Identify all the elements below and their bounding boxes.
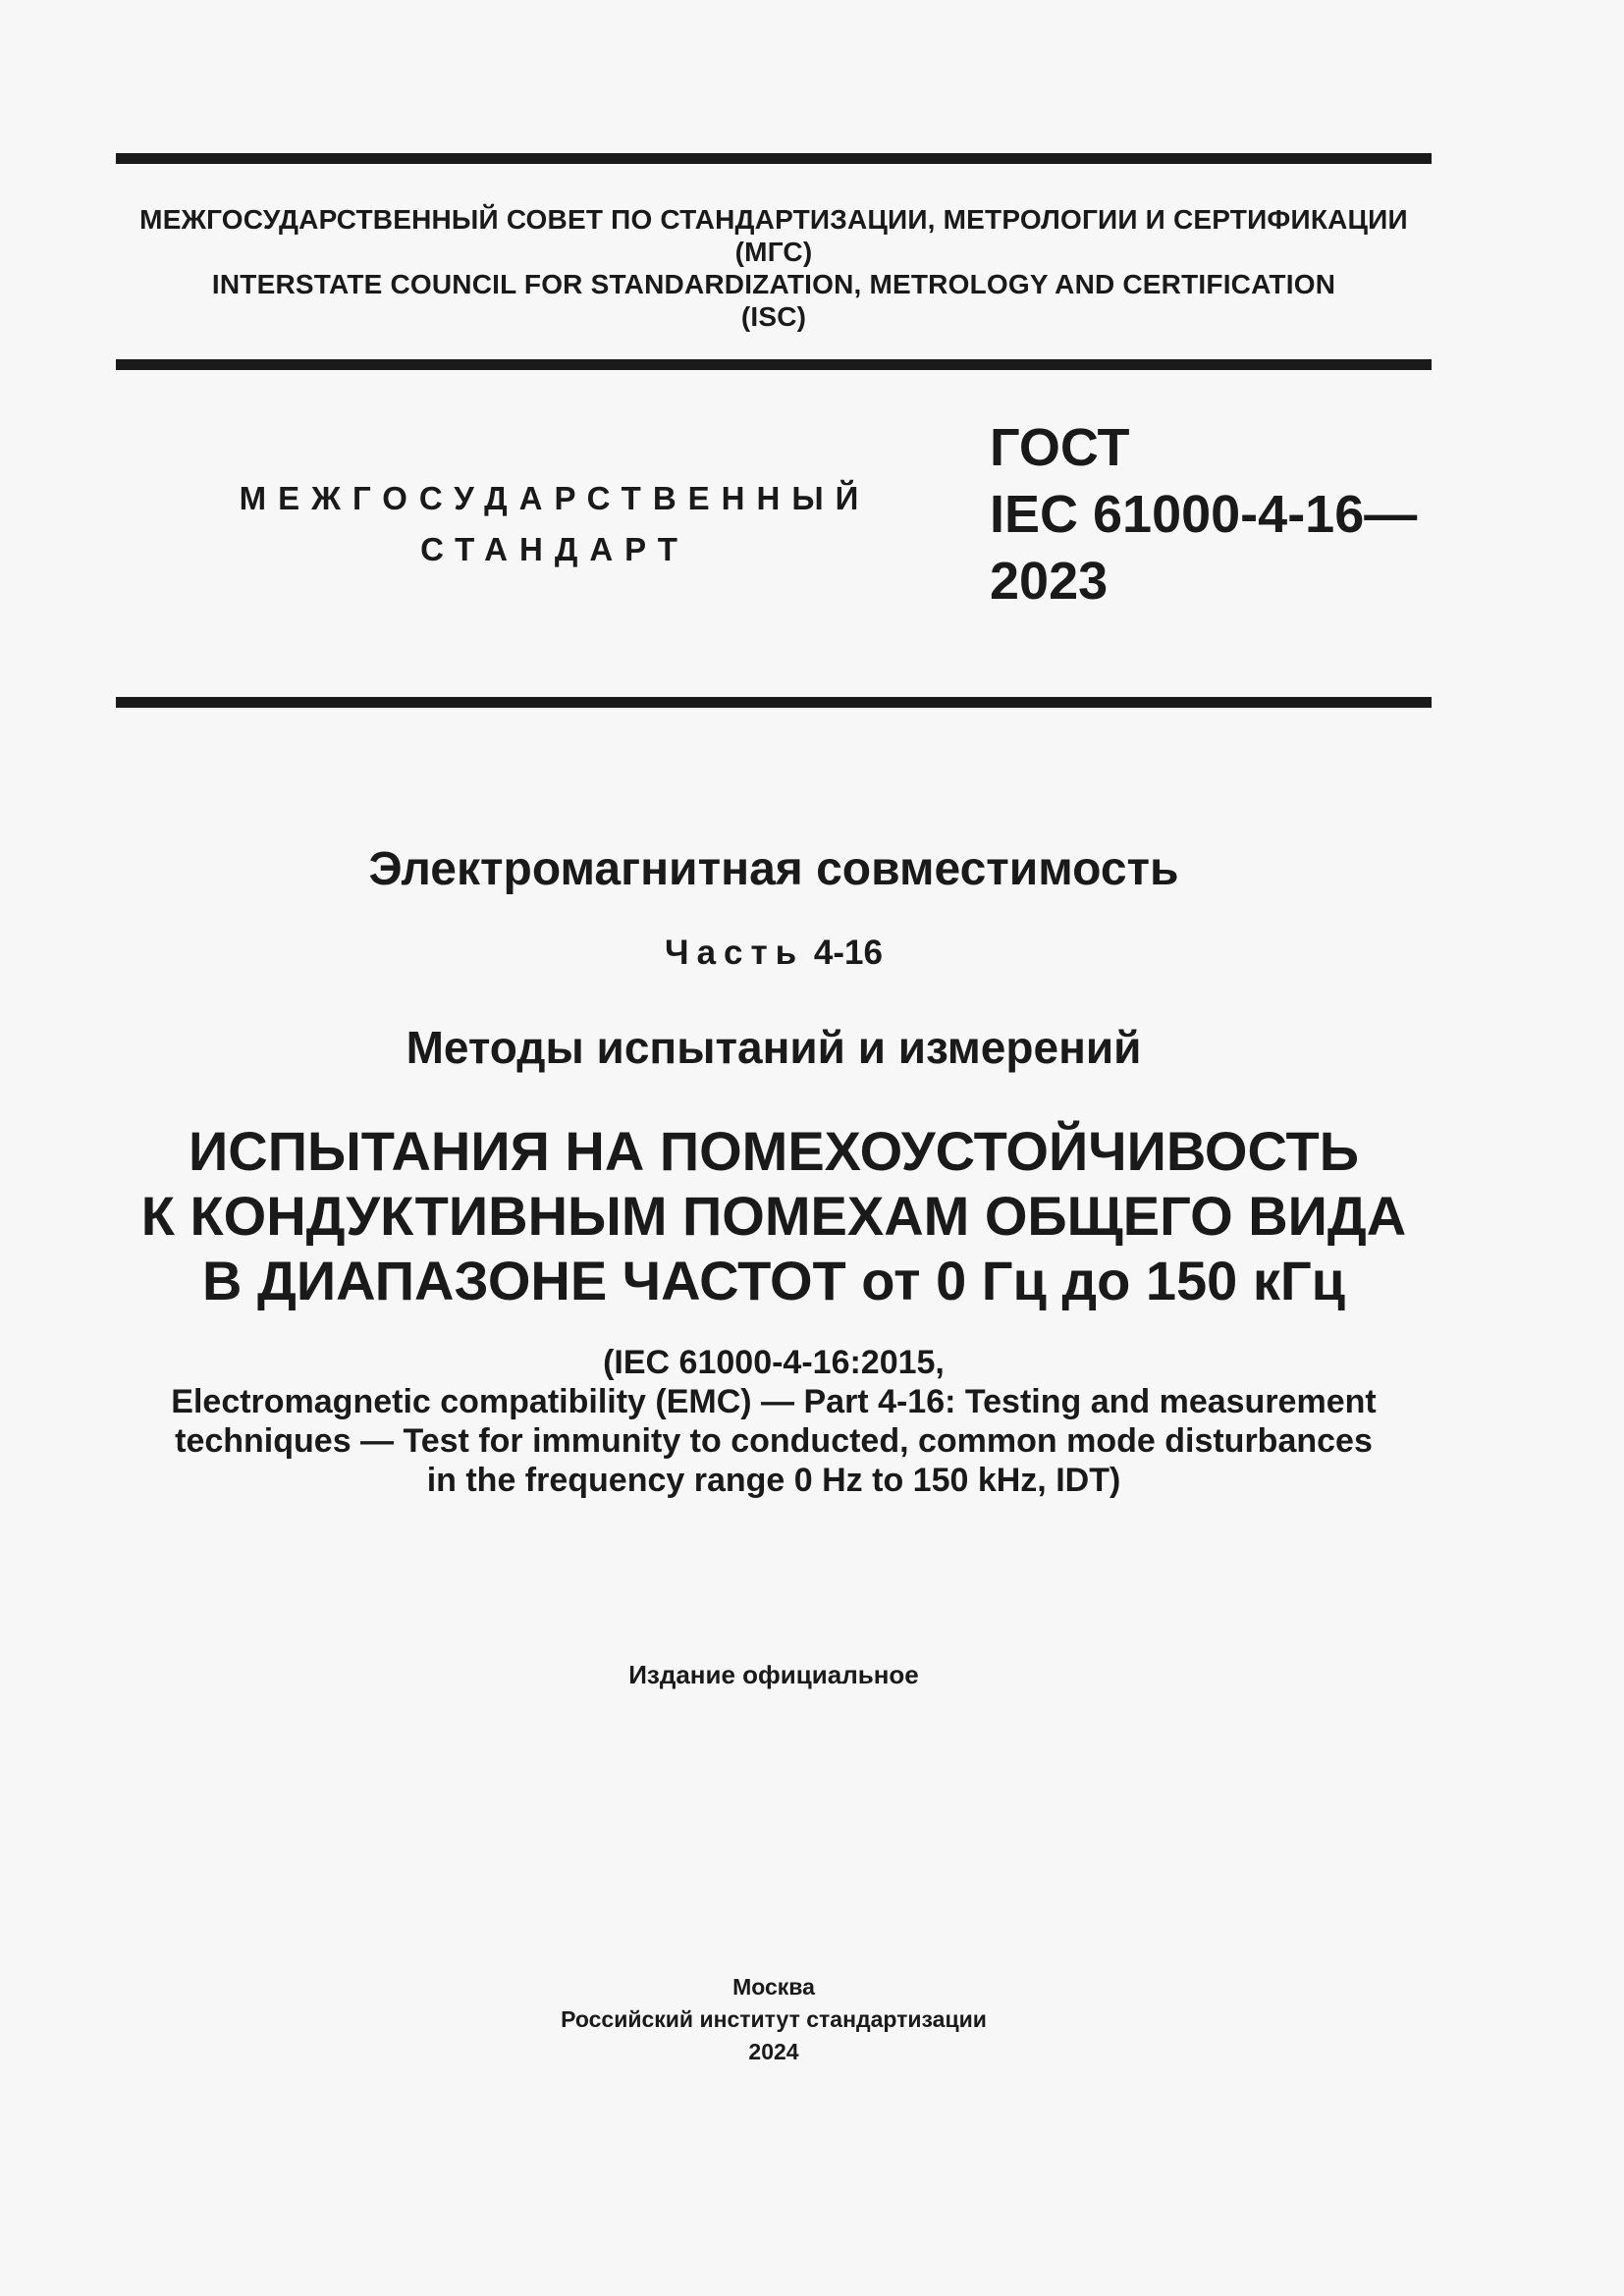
intl-reference-line2: Electromagnetic compatibility (EMC) — Part 4-16: Testing and measurement [171, 1383, 1377, 1420]
intl-reference-line1: (IEC 61000-4-16:2015, [603, 1344, 945, 1381]
main-heading-line3: В ДИАПАЗОНЕ ЧАСТОТ от 0 Гц до 150 кГц [201, 1250, 1346, 1311]
part-number: 4-16 [813, 934, 883, 972]
imprint-city: Москва [732, 1974, 815, 2000]
international-reference [116, 1343, 1432, 1500]
document-title: Электромагнитная совместимость [368, 843, 1179, 895]
council-abbr-en: (ISC) [740, 301, 807, 332]
intl-reference-line4: in the frequency range 0 Hz to 150 kHz, IDT) [426, 1462, 1121, 1499]
main-heading-line2: К КОНДУКТИВНЫМ ПОМЕХАМ ОБЩЕГО ВИДА [140, 1185, 1407, 1247]
part-label: Часть [665, 934, 805, 972]
council-header [116, 203, 1432, 333]
imprint-publisher: Российский институт стандартизации [561, 2006, 987, 2032]
imprint-year: 2024 [748, 2039, 799, 2064]
council-abbr-ru: (МГС) [734, 237, 813, 267]
document-subtitle: Методы испытаний и измерений [406, 1022, 1142, 1073]
council-name-en: INTERSTATE COUNCIL FOR STANDARDIZATION, METROLOGY AND CERTIFICATION [211, 269, 1336, 299]
standard-kind [196, 473, 913, 575]
edition-note: Издание официальное [628, 1660, 919, 1689]
standard-number-line2: IEC 61000-4-16— [990, 485, 1418, 544]
standard-number-line3: 2023 [990, 552, 1109, 611]
top-rule [116, 153, 1432, 164]
standard-number-line1: ГОСТ [990, 418, 1130, 477]
standard-number [990, 414, 1417, 614]
designation-divider [116, 697, 1432, 708]
main-heading-line1: ИСПЫТАНИЯ НА ПОМЕХОУСТОЙЧИВОСТЬ [189, 1120, 1359, 1182]
standard-kind-line1: МЕЖГОСУДАРСТВЕННЫЙ [239, 480, 871, 516]
part-designation [116, 931, 1432, 976]
standard-kind-line2: СТАНДАРТ [420, 531, 689, 567]
header-divider [116, 359, 1432, 370]
document-main-heading [116, 1119, 1432, 1313]
council-name-ru: МЕЖГОСУДАРСТВЕННЫЙ СОВЕТ ПО СТАНДАРТИЗАЦИИ, МЕТРОЛОГИИ И СЕРТИФИКАЦИИ [139, 204, 1408, 235]
intl-reference-line3: techniques — Test for immunity to conducted, common mode disturbances [175, 1422, 1373, 1460]
imprint [116, 1971, 1432, 2068]
